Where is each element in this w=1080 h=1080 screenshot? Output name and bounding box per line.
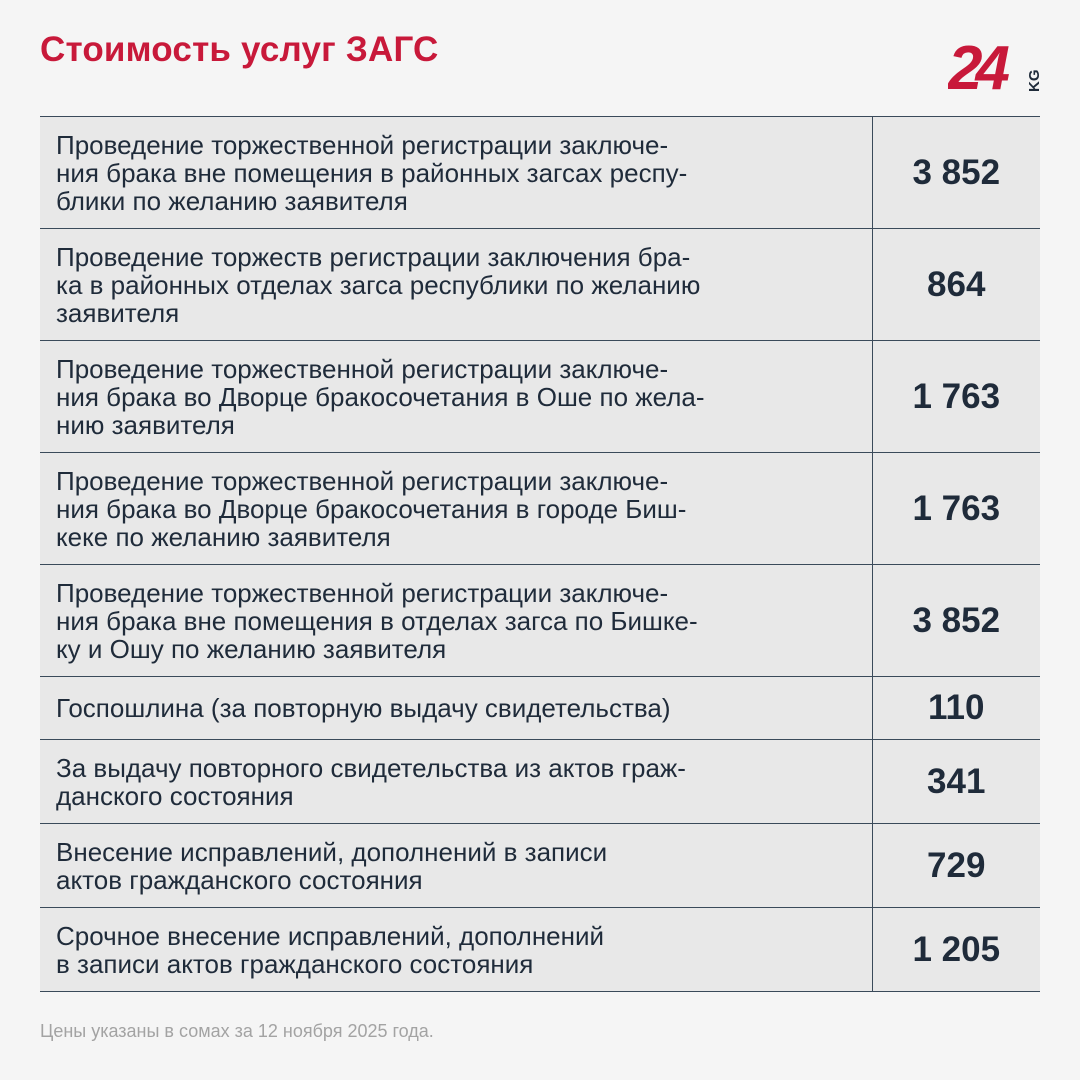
table-row bbox=[40, 341, 1040, 453]
service-price: 1 763 bbox=[872, 341, 1040, 453]
service-price: 864 bbox=[872, 229, 1040, 341]
table-row bbox=[40, 117, 1040, 229]
service-price: 341 bbox=[872, 740, 1040, 824]
service-name: Госпошлина (за повторную выдачу свидетельства) bbox=[40, 677, 872, 740]
service-price: 110 bbox=[872, 677, 1040, 740]
service-price: 729 bbox=[872, 824, 1040, 908]
service-price: 1 205 bbox=[872, 908, 1040, 992]
service-name: Проведение торжественной регистрации заключе- ния брака во Дворце бракосочетания в Оше по жела- нию заявителя bbox=[40, 341, 872, 453]
service-price: 1 763 bbox=[872, 453, 1040, 565]
service-name: Внесение исправлений, дополнений в записи актов гражданского состояния bbox=[40, 824, 872, 908]
table-row bbox=[40, 453, 1040, 565]
logo-number: 24 bbox=[948, 38, 1003, 94]
table-row bbox=[40, 908, 1040, 992]
table-row bbox=[40, 740, 1040, 824]
table-row bbox=[40, 229, 1040, 341]
service-name: За выдачу повторного свидетельства из актов граж- данского состояния bbox=[40, 740, 872, 824]
service-name: Проведение торжеств регистрации заключения бра- ка в районных отделах загса республики по желанию заявителя bbox=[40, 229, 872, 341]
price-table bbox=[40, 116, 1040, 992]
service-name: Срочное внесение исправлений, дополнений в записи актов гражданского состояния bbox=[40, 908, 872, 992]
service-name: Проведение торжественной регистрации заключе- ния брака во Дворце бракосочетания в городе Биш- кеке по желанию заявителя bbox=[40, 453, 872, 565]
page-title: Стоимость услуг ЗАГС bbox=[40, 30, 439, 69]
table-row bbox=[40, 677, 1040, 740]
footer-note: Цены указаны в сомах за 12 ноября 2025 года. bbox=[40, 1021, 434, 1041]
service-price: 3 852 bbox=[872, 565, 1040, 677]
table-row bbox=[40, 565, 1040, 677]
logo-suffix: KG bbox=[1026, 69, 1043, 92]
service-name: Проведение торжественной регистрации заключе- ния брака вне помещения в отделах загса по Бишке- ку и Ошу по желанию заявителя bbox=[40, 565, 872, 677]
service-price: 3 852 bbox=[872, 117, 1040, 229]
table-row bbox=[40, 824, 1040, 908]
service-name: Проведение торжественной регистрации заключе- ния брака вне помещения в районных загсах респу- блики по желанию заявителя bbox=[40, 117, 872, 229]
brand-logo bbox=[948, 38, 1044, 94]
